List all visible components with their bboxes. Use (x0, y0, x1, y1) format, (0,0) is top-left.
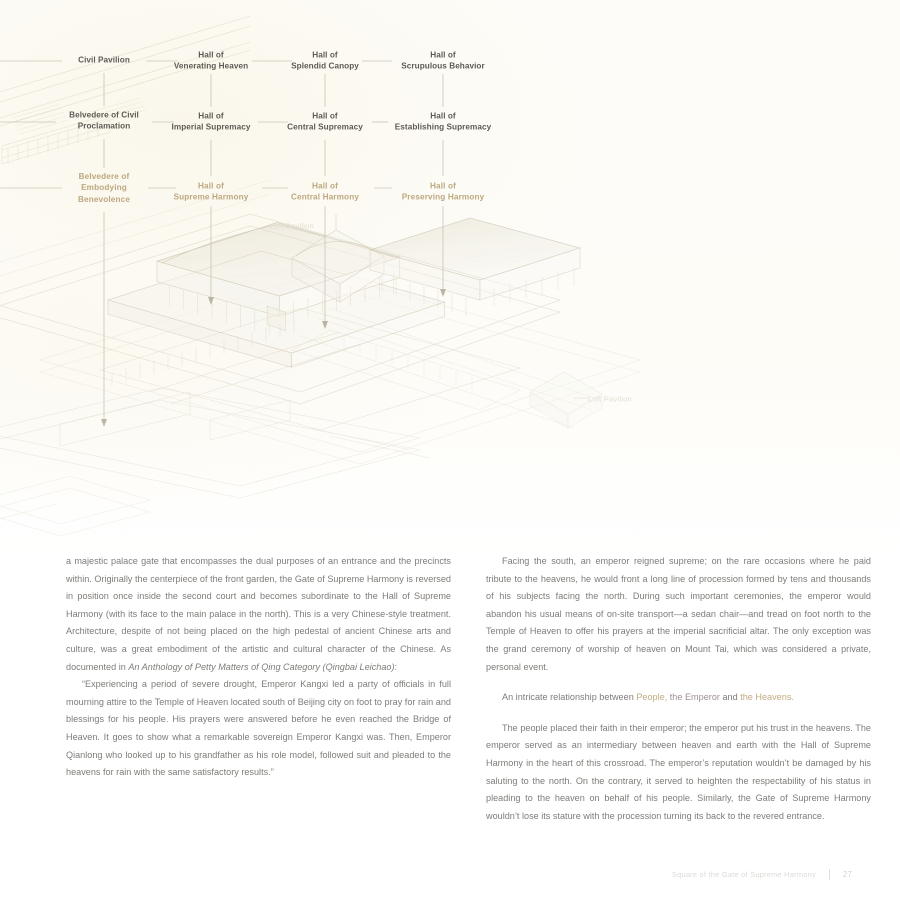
diagram-node-hall-of-scrupulous-behavior[interactable] (401, 50, 485, 73)
node-line: Preserving Harmony (401, 193, 485, 202)
node-line: Hall of (430, 111, 456, 121)
paragraph-continuation-text: a majestic palace gate that encompasses the dual purposes of an entrance and the precincts within. Originally the centerpiece of the front garden, the Gate of Supreme Harmony is reversed in position once inside the second court and becomes subordinate to the Hall of Supreme Harmony (with its face to the main palace in the north). This is a very Chinese-style treatment. Architecture, despite of not being placed on the high pedestal of ancient Chinese arts and culture, was a great embodiment of the artistic and cultural character of the Chinese. As documented in (66, 556, 451, 672)
footer-divider (829, 869, 830, 880)
node-line: Hall of (198, 50, 224, 60)
paragraph-continuation (66, 553, 451, 676)
node-line: Civil Pavilion (78, 55, 130, 65)
node-line: Venerating Heaven (173, 62, 249, 71)
diagram-node-hall-of-splendid-canopy[interactable] (291, 50, 359, 73)
node-line: Supreme Harmony (173, 193, 249, 202)
keyword-people: People, (636, 692, 668, 703)
node-line: Imperial Supremacy (171, 123, 251, 132)
page-footer (0, 864, 900, 884)
node-line: Hall of (198, 181, 224, 191)
paragraph-right-3: The people placed their faith in their emperor; the emperor put his trust in the heavens. The emperor served as an intermediary between heaven and earth with the Hall of Supreme Harmony in the heart of this crossroad. The emperor’s reputation wouldn’t be damaged by his saluting to the north. On the contrary, it served to heighten the respectability of his status in pleading to the heaven on behalf of his people. Similarly, the Gate of Supreme Harmony wouldn’t lose its stature with the procession turning its back to the revered entrance. (486, 722, 871, 821)
node-line: Hall of (312, 111, 338, 121)
node-line: Hall of (311, 181, 338, 191)
node-line: Embodying (81, 183, 127, 193)
node-line: Establishing Supremacy (394, 123, 492, 132)
book-title-italic: An Anthology of Petty Matters of Qing Category (Qingbai Leichao) (128, 661, 395, 672)
diagram-node-hall-of-establishing-supremacy[interactable] (395, 111, 491, 134)
diagram-node-loft-pavilion-right: Loft Pavilion (588, 394, 632, 404)
paragraph-right-1: Facing the south, an emperor reigned supreme; on the rare occasions where he paid tribute to the heavens, he would front a long line of procession formed by tens and thousands of his subjects facing the north. During such important ceremonies, the emperor would abandon his usual means of on-site transport—a sedan chair—and tread on foot north to the Temple of Heaven to offer his prayers at the imperial sacrificial altar. The only exception was the grand ceremony of worship of heaven on Mount Tai, which was considered a private, personal event. (486, 556, 871, 672)
diagram-node-hall-of-central-harmony[interactable] (291, 181, 359, 204)
node-line: Hall of (430, 50, 456, 60)
footer-page-number: 27 (842, 869, 852, 879)
paragraph-right-2 (486, 689, 871, 707)
keyword-the-emperor: the Emperor (667, 692, 720, 703)
node-line: Belvedere of (78, 171, 130, 181)
diagram-node-hall-of-venerating-heaven[interactable] (174, 50, 248, 73)
article-body (0, 540, 900, 900)
footer-section-title: Square of the Gate of Supreme Harmony (671, 869, 816, 879)
diagram-node-loft-pavilion-left: Loft Pavilion (270, 221, 314, 231)
keyword-the-heavens: the Heavens. (740, 692, 794, 703)
text-column-left (66, 553, 451, 782)
relationship-lead: An intricate relationship between (502, 692, 637, 703)
paragraph-continuation-tail: : (394, 661, 398, 672)
text-column-right (486, 553, 871, 825)
node-line: Belvedere of Civil (69, 110, 139, 120)
relationship-mid: and (719, 692, 741, 703)
node-line: Central Harmony (290, 193, 360, 202)
node-line: Splendid Canopy (291, 62, 359, 71)
node-line: Benevolence (77, 194, 131, 204)
diagram-node-hall-of-supreme-harmony[interactable] (174, 181, 249, 204)
node-line: Hall of (312, 50, 338, 60)
diagram-node-hall-of-central-supremacy[interactable] (287, 111, 363, 134)
paragraph-quotation: “Experiencing a period of severe drought, Emperor Kangxi led a party of officials in full mourning attire to the Temple of Heaven located south of Beijing city on foot to pray for rain and blessings for his people. His prayers were answered before he even reached the Bridge of Heaven. It goes to show what a remarkable sovereign Emperor Kangxi was. Then, Emperor Qianlong who looked up to his grandfather as his role model, followed suit and pleaded to the heavens for rain with the same satisfactory results.” (66, 679, 451, 778)
node-line: Central Supremacy (287, 123, 363, 132)
node-line: Hall of (429, 181, 456, 191)
diagram-node-hall-of-imperial-supremacy[interactable] (172, 111, 251, 134)
node-line: Proclamation (77, 122, 131, 131)
node-line: Scrupulous Behavior (401, 62, 485, 71)
diagram-node-hall-of-preserving-harmony[interactable] (402, 181, 485, 204)
diagram-node-civil-pavilion[interactable] (78, 54, 130, 65)
node-line: Hall of (198, 111, 224, 121)
diagram-node-belvedere-of-civil-proclamation[interactable] (69, 110, 139, 133)
diagram-node-belvedere-of-embodying-benevolence[interactable] (78, 171, 130, 205)
